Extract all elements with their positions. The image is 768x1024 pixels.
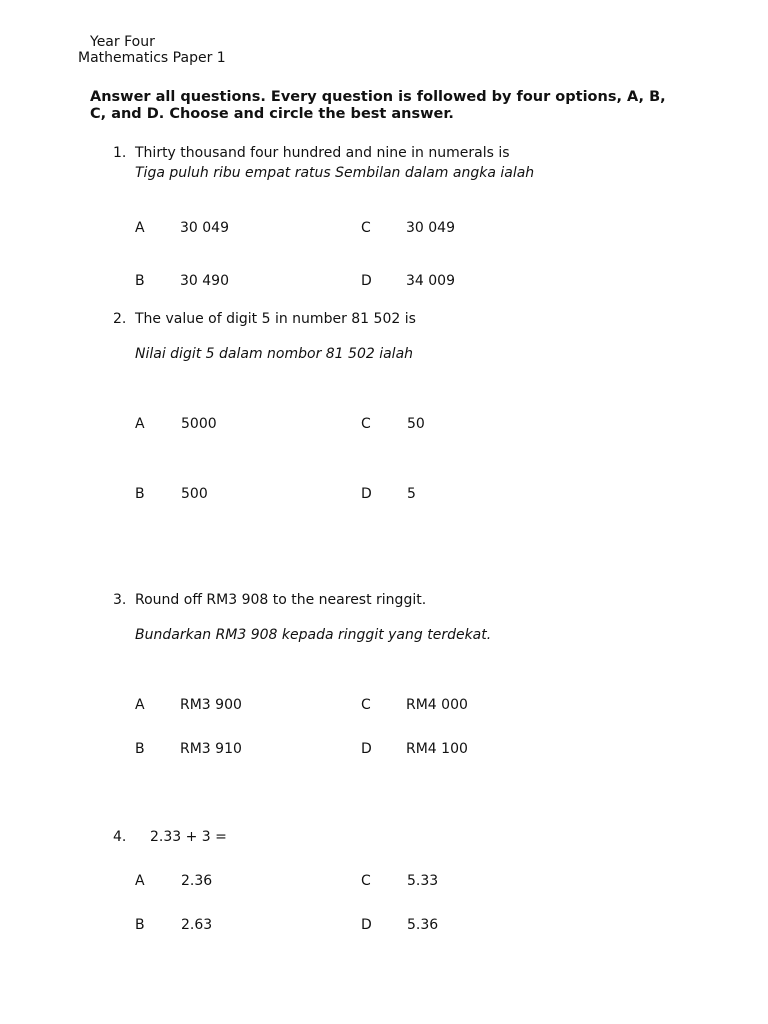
- option-d-value: 34 009: [406, 273, 455, 289]
- question-text-malay: Bundarkan RM3 908 kepada ringgit yang terdekat.: [135, 627, 492, 643]
- option-b-letter: B: [135, 917, 145, 933]
- year-label: Year Four: [90, 34, 155, 50]
- option-d-value: 5: [407, 486, 416, 502]
- option-a-value: 2.36: [181, 873, 213, 889]
- instructions-line-2: C, and D. Choose and circle the best answer.: [90, 106, 454, 122]
- question-text-english: Thirty thousand four hundred and nine in numerals is: [135, 145, 510, 161]
- instructions-line-1: Answer all questions. Every question is followed by four options, A, B,: [90, 89, 666, 105]
- question-number: 3.: [113, 592, 127, 608]
- paper-title: Mathematics Paper 1: [78, 50, 226, 66]
- option-a-value: 5000: [181, 416, 217, 432]
- option-d-letter: D: [361, 917, 372, 933]
- option-b-value: RM3 910: [180, 741, 242, 757]
- option-a-letter: A: [135, 873, 145, 889]
- option-b-value: 30 490: [180, 273, 229, 289]
- question-number: 2.: [113, 311, 127, 327]
- option-b-letter: B: [135, 486, 145, 502]
- question-number: 1.: [113, 145, 127, 161]
- option-c-letter: C: [361, 416, 371, 432]
- option-c-letter: C: [361, 220, 371, 236]
- option-c-letter: C: [361, 697, 371, 713]
- option-c-value: 5.33: [407, 873, 439, 889]
- option-a-letter: A: [135, 416, 145, 432]
- option-d-letter: D: [361, 486, 372, 502]
- option-a-value: 30 049: [180, 220, 229, 236]
- option-a-letter: A: [135, 220, 145, 236]
- question-text-english: The value of digit 5 in number 81 502 is: [135, 311, 416, 327]
- option-a-value: RM3 900: [180, 697, 242, 713]
- option-b-letter: B: [135, 741, 145, 757]
- option-c-value: RM4 000: [406, 697, 468, 713]
- option-b-value: 500: [181, 486, 208, 502]
- option-b-value: 2.63: [181, 917, 213, 933]
- option-b-letter: B: [135, 273, 145, 289]
- question-text-malay: Nilai digit 5 dalam nombor 81 502 ialah: [135, 346, 414, 362]
- option-d-value: RM4 100: [406, 741, 468, 757]
- question-number: 4.: [113, 829, 127, 845]
- question-text-malay: Tiga puluh ribu empat ratus Sembilan dalam angka ialah: [135, 165, 535, 181]
- option-d-letter: D: [361, 273, 372, 289]
- option-c-letter: C: [361, 873, 371, 889]
- option-d-letter: D: [361, 741, 372, 757]
- option-c-value: 30 049: [406, 220, 455, 236]
- question-text-english: Round off RM3 908 to the nearest ringgit.: [135, 592, 427, 608]
- option-a-letter: A: [135, 697, 145, 713]
- option-c-value: 50: [407, 416, 425, 432]
- option-d-value: 5.36: [407, 917, 439, 933]
- question-expression: 2.33 + 3 =: [150, 829, 227, 845]
